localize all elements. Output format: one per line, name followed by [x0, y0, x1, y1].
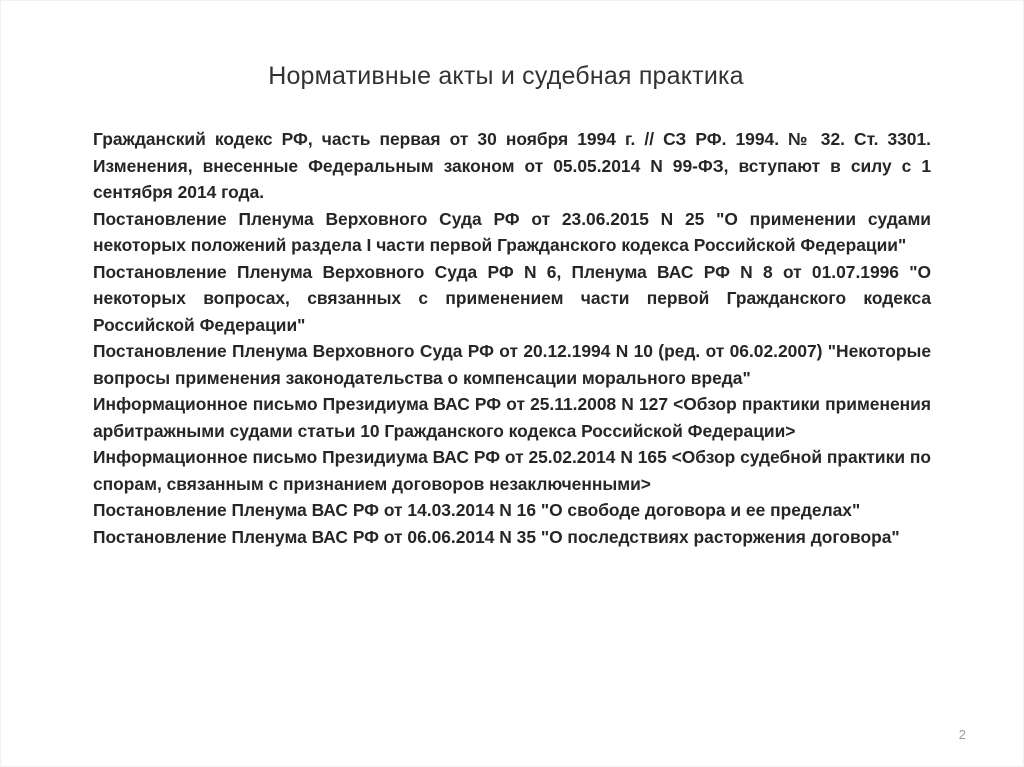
reference-item-8: Постановление Пленума ВАС РФ от 06.06.2014 N 35 "О последствиях расторжения договора"	[93, 526, 900, 547]
reference-item-4: Постановление Пленума Верховного Суда РФ от 20.12.1994 N 10 (ред. от 06.02.2007) "Некоторые вопросы применения законодательства о компенсации морального вреда"	[93, 341, 931, 388]
references-list	[93, 126, 931, 550]
reference-item-5: Информационное письмо Президиума ВАС РФ от 25.11.2008 N 127 <Обзор практики применения арбитражными судами статьи 10 Гражданского кодекса Российской Федерации>	[93, 394, 931, 441]
slide-title: Нормативные акты и судебная практика	[268, 62, 744, 90]
reference-item-1: Гражданский кодекс РФ, часть первая от 30 ноября 1994 г. // СЗ РФ. 1994. № 32. Ст. 3301. Изменения, внесенные Федеральным законом от 05.05.2014 N 99-ФЗ, вступают в силу с 1 сентября 2014 года.	[93, 129, 931, 202]
reference-item-6: Информационное письмо Президиума ВАС РФ от 25.02.2014 N 165 <Обзор судебной практики по спорам, связанным с признанием договоров незаключенными>	[93, 447, 931, 494]
reference-item-3: Постановление Пленума Верховного Суда РФ N 6, Пленума ВАС РФ N 8 от 01.07.1996 "О некоторых вопросах, связанных с применением части первой Гражданского кодекса Российской Федерации"	[93, 261, 931, 335]
reference-item-2: Постановление Пленума Верховного Суда РФ от 23.06.2015 N 25 "О применении судами некоторых положений раздела I части первой Гражданского кодекса Российской Федерации"	[93, 208, 931, 255]
reference-item-7: Постановление Пленума ВАС РФ от 14.03.2014 N 16 "О свободе договора и ее пределах"	[93, 500, 861, 520]
page-number: 2	[958, 727, 966, 742]
